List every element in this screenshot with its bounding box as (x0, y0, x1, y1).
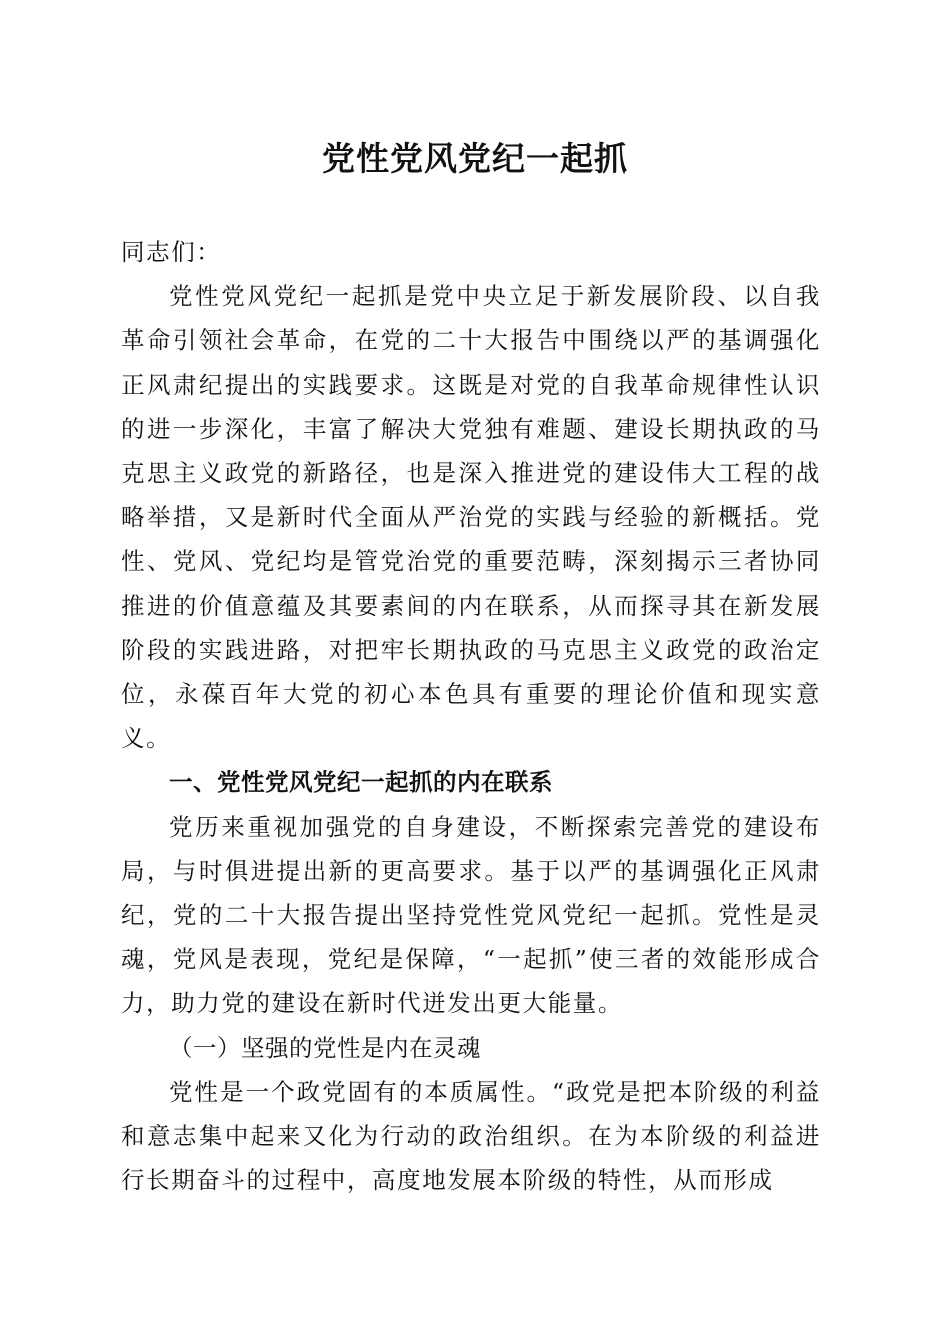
salutation: 同志们： (121, 238, 222, 266)
section-heading: 一、党性党风党纪一起抓的内在联系 (169, 768, 553, 797)
subsection-heading: （一）坚强的党性是内在灵魂 (169, 1033, 481, 1062)
intro-paragraph: 党性党风党纪一起抓是党中央立足于新发展阶段、以自我革命引领社会革命，在党的二十大报告中围绕以严的基调强化正风肃纪提出的实践要求。这既是对党的自我革命规律性认识的进一步深化，丰富了解决大党独有难题、建设长期执政的马克思主义政党的新路径，也是深入推进党的建设伟大工程的战略举措，又是新时代全面从严治党的实践与经验的新概括。党性、党风、党纪均是管党治党的重要范畴，深刻揭示三者协同推进的价值意蕴及其要素间的内在联系，从而探寻其在新发展阶段的实践进路，对把牢长期执政的马克思主义政党的政治定位，永葆百年大党的初心本色具有重要的理论价值和现实意义。 (121, 282, 821, 753)
subsection-paragraph: 党性是一个政党固有的本质属性。“政党是把本阶级的利益和意志集中起来又化为行动的政治组织。在为本阶级的利益进行长期奋斗的过程中，高度地发展本阶级的特性，从而形成 (121, 1077, 821, 1195)
section-paragraph: 党历来重视加强党的自身建设，不断探索完善党的建设布局，与时俱进提出新的更高要求。基于以严的基调强化正风肃纪，党的二十大报告提出坚持党性党风党纪一起抓。党性是灵魂，党风是表现，党纪是保障，“一起抓”使三者的效能形成合力，助力党的建设在新时代迸发出更大能量。 (121, 812, 821, 1018)
document-body (121, 230, 821, 1202)
document-title: 党性党风党纪一起抓 (322, 139, 628, 178)
